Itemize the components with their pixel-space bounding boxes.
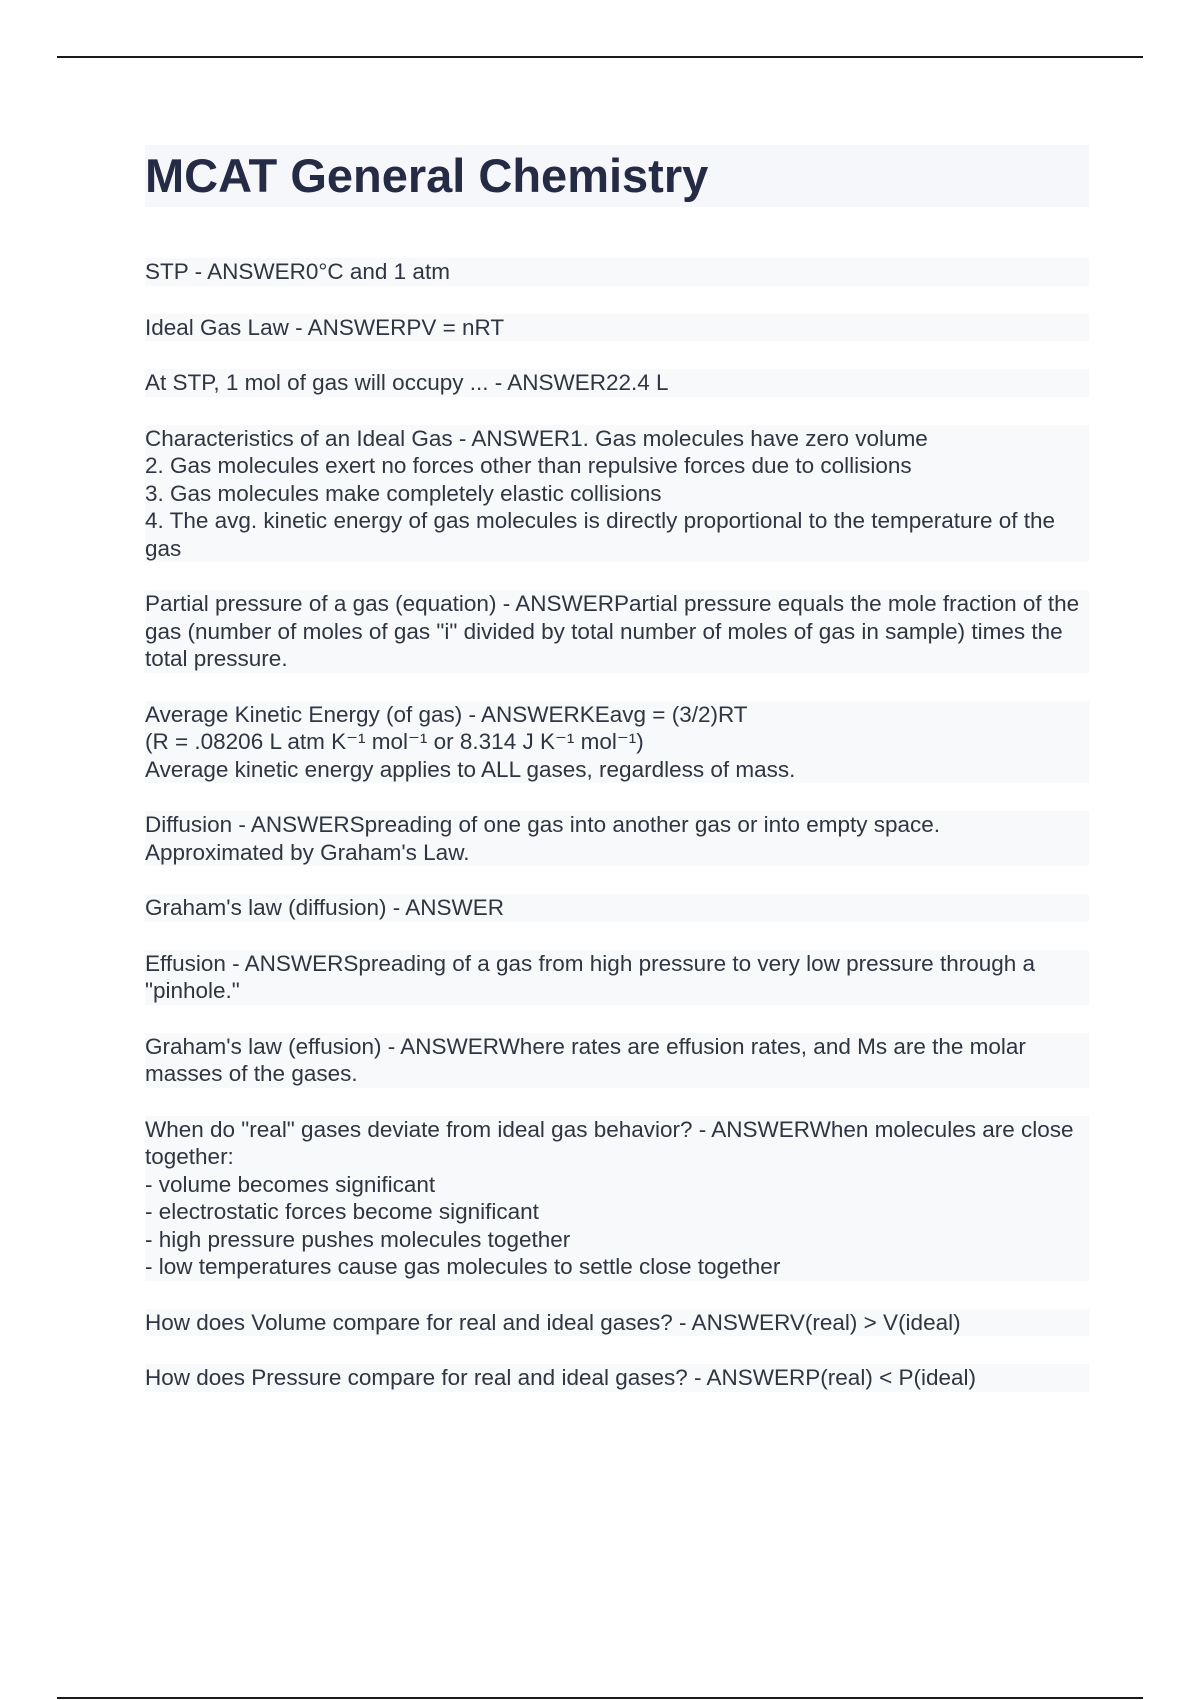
flashcard-line: Diffusion - ANSWERSpreading of one gas into another gas or into empty space. bbox=[145, 812, 941, 838]
flashcard-line: Graham's law (effusion) - ANSWERWhere rates are effusion rates, and Ms are the molar masses of the gases. bbox=[145, 1033, 1033, 1087]
flashcard-line: 4. The avg. kinetic energy of gas molecules is directly proportional to the temperature of the gas bbox=[145, 508, 1062, 561]
flashcard-entry bbox=[145, 1116, 1089, 1281]
flashcard-entry bbox=[145, 369, 1089, 397]
flashcard-line: - high pressure pushes molecules together bbox=[145, 1226, 571, 1252]
flashcard-entry bbox=[145, 1033, 1089, 1088]
flashcard-line: How does Volume compare for real and ideal gases? - ANSWERV(real) > V(ideal) bbox=[145, 1309, 961, 1335]
flashcard-line: Characteristics of an Ideal Gas - ANSWER1. Gas molecules have zero volume bbox=[145, 425, 928, 451]
flashcard-line: 3. Gas molecules make completely elastic collisions bbox=[145, 480, 662, 506]
flashcard-entry bbox=[145, 894, 1089, 922]
flashcard-line: Approximated by Graham's Law. bbox=[145, 839, 470, 865]
flashcard-line: Ideal Gas Law - ANSWERPV = nRT bbox=[145, 314, 505, 340]
flashcard-line: STP - ANSWER0°C and 1 atm bbox=[145, 259, 450, 285]
flashcard-line: Partial pressure of a gas (equation) - ANSWERPartial pressure equals the mole fraction of the gas (number of moles of gas "i" divided by total number of moles of gas in sample) times the total pressure. bbox=[145, 591, 1086, 672]
flashcard-line: Average Kinetic Energy (of gas) - ANSWERKEavg = (3/2)RT bbox=[145, 701, 748, 727]
document-body bbox=[145, 145, 1089, 1420]
flashcard-entry bbox=[145, 590, 1089, 673]
flashcard-line: - electrostatic forces become significant bbox=[145, 1199, 539, 1225]
flashcard-entry bbox=[145, 950, 1089, 1005]
flashcard-entry bbox=[145, 425, 1089, 563]
flashcard-line: Graham's law (diffusion) - ANSWER bbox=[145, 895, 504, 921]
flashcard-line: At STP, 1 mol of gas will occupy ... - ANSWER22.4 L bbox=[145, 370, 669, 396]
bottom-rule bbox=[57, 1697, 1143, 1699]
flashcard-line: (R = .08206 L atm K⁻¹ mol⁻¹ or 8.314 J K⁻¹ mol⁻¹) bbox=[145, 729, 644, 755]
flashcard-entry bbox=[145, 1309, 1089, 1337]
flashcard-line: 2. Gas molecules exert no forces other than repulsive forces due to collisions bbox=[145, 453, 912, 479]
top-rule bbox=[57, 56, 1143, 58]
flashcard-line: Effusion - ANSWERSpreading of a gas from high pressure to very low pressure through a "pinhole." bbox=[145, 950, 1042, 1004]
document-title: MCAT General Chemistry bbox=[145, 145, 1089, 207]
flashcard-entry bbox=[145, 1364, 1089, 1392]
flashcard-line: How does Pressure compare for real and ideal gases? - ANSWERP(real) < P(ideal) bbox=[145, 1365, 976, 1391]
flashcard-list bbox=[145, 258, 1089, 1392]
flashcard-line: - low temperatures cause gas molecules to settle close together bbox=[145, 1254, 781, 1280]
flashcard-line: Average kinetic energy applies to ALL gases, regardless of mass. bbox=[145, 756, 796, 782]
flashcard-entry bbox=[145, 258, 1089, 286]
flashcard-line: - volume becomes significant bbox=[145, 1171, 436, 1197]
flashcard-entry bbox=[145, 701, 1089, 784]
flashcard-line: When do "real" gases deviate from ideal gas behavior? - ANSWERWhen molecules are close together: bbox=[145, 1116, 1080, 1170]
flashcard-entry bbox=[145, 314, 1089, 342]
flashcard-entry bbox=[145, 811, 1089, 866]
